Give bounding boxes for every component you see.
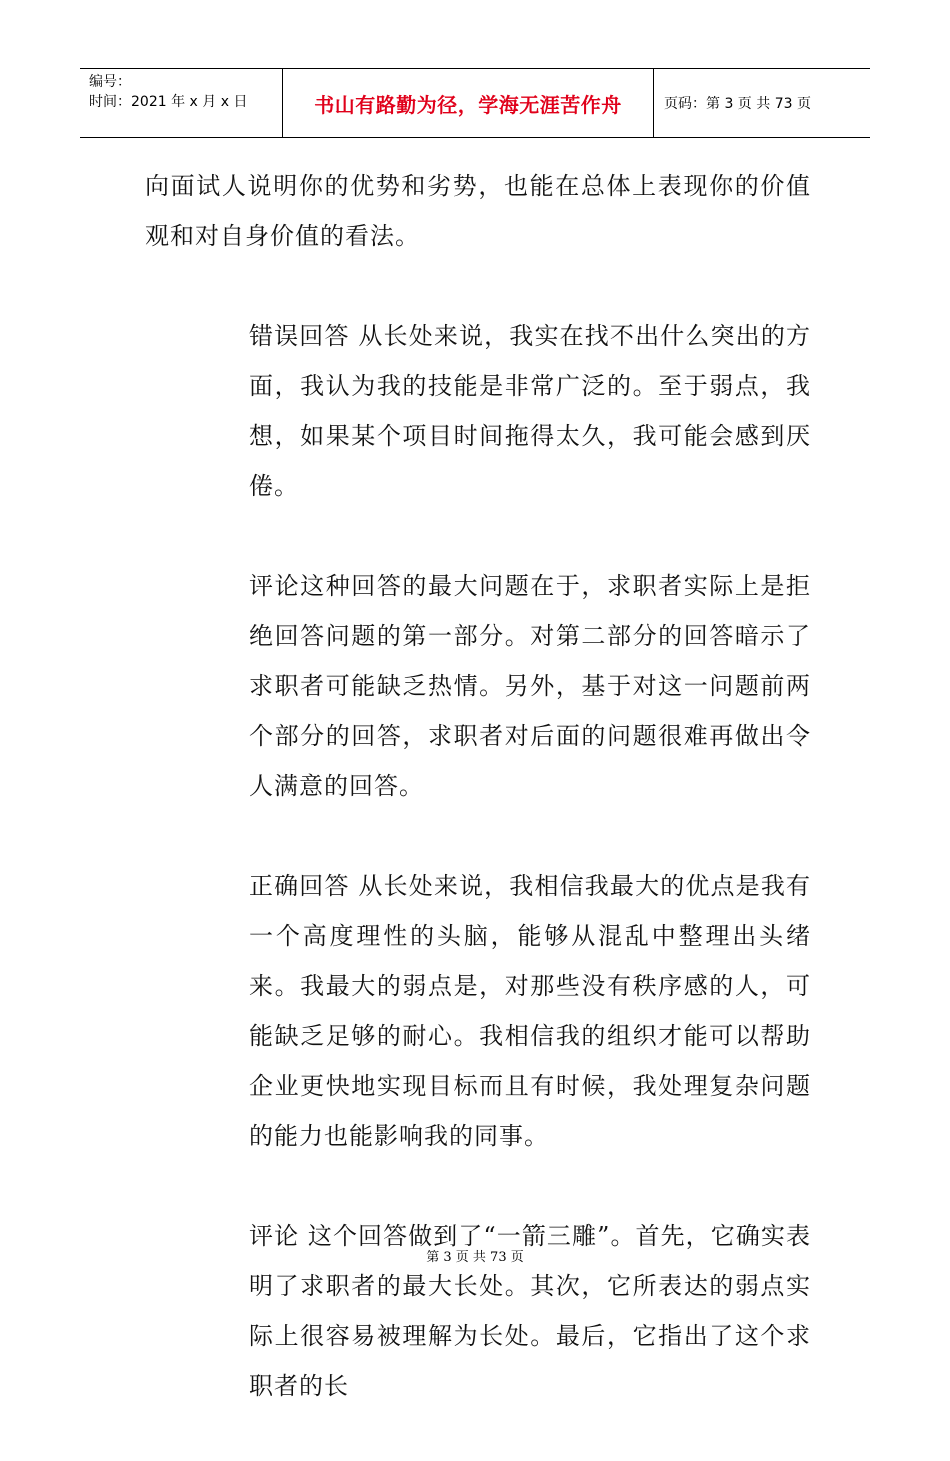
document-body bbox=[145, 161, 811, 1461]
footer-page-number: 第 3 页 共 73 页 bbox=[426, 1250, 524, 1265]
paragraph-comment-2: 评论 这个回答做到了“一箭三雕”。首先，它确实表明了求职者的最大长处。其次，它所表达的弱点实际上很容易被理解为长处。最后，它指出了这个求职者的长 bbox=[249, 1222, 811, 1400]
header-motto: 书山有路勤为径，学海无涯苦作舟 bbox=[314, 92, 622, 117]
page-header bbox=[80, 68, 870, 138]
paragraph-continuation: 向面试人说明你的优势和劣势，也能在总体上表现你的价值观和对自身价值的看法。 bbox=[145, 172, 811, 250]
header-page-info: 页码：第 3 页 共 73 页 bbox=[664, 96, 811, 112]
page-footer bbox=[0, 1246, 950, 1265]
header-meta-cell bbox=[80, 69, 283, 137]
header-number-label: 编号： bbox=[89, 74, 131, 90]
paragraph-comment-1: 评论这种回答的最大问题在于，求职者实际上是拒绝回答问题的第一部分。对第二部分的回答暗示了求职者可能缺乏热情。另外，基于对这一问题前两个部分的回答，求职者对后面的问题很难再做出令人满意的回答。 bbox=[249, 572, 811, 800]
header-motto-cell bbox=[283, 69, 654, 137]
paragraph-wrong-answer: 错误回答 从长处来说，我实在找不出什么突出的方面，我认为我的技能是非常广泛的。至于弱点，我想，如果某个项目时间拖得太久，我可能会感到厌倦。 bbox=[249, 322, 811, 500]
paragraph-correct-answer: 正确回答 从长处来说，我相信我最大的优点是我有一个高度理性的头脑，能够从混乱中整理出头绪来。我最大的弱点是，对那些没有秩序感的人，可能缺乏足够的耐心。我相信我的组织才能可以帮助企业更快地实现目标而且有时候，我处理复杂问题的能力也能影响我的同事。 bbox=[249, 872, 811, 1150]
header-time-label: 时间：2021 年 x 月 x 日 bbox=[89, 94, 248, 110]
header-page-cell bbox=[654, 69, 870, 137]
